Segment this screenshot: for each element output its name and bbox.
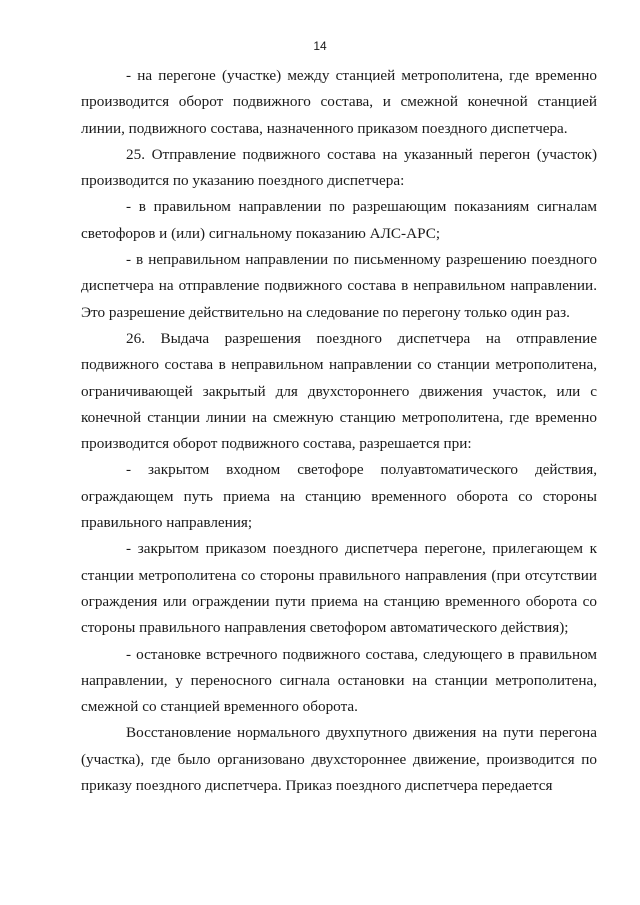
page-number: 14 <box>313 39 327 53</box>
paragraph: - в неправильном направлении по письменному разрешению поездного диспетчера на отправление подвижного состава в неправильном направлении. Это разрешение действительно на следование по перегону только один раз. <box>81 251 597 321</box>
paragraph: - закрытом приказом поездного диспетчера перегоне, прилегающем к станции метрополитена со стороны правильного направления (при отсутствии ограждения или ограждении пути приема на станцию временного оборота со стороны правильного направления светофором автоматического действия); <box>81 540 597 637</box>
paragraph: - закрытом входном светофоре полуавтоматического действия, ограждающем путь приема на станцию временного оборота со стороны правильного направления; <box>81 461 597 532</box>
paragraph: - на перегоне (участке) между станцией метрополитена, где временно производится оборот подвижного состава, и смежной конечной станцией линии, подвижного состава, назначенного приказом поездного диспетчера. <box>81 67 597 137</box>
paragraph: - остановке встречного подвижного состава, следующего в правильном направлении, у переносного сигнала остановки на станции метрополитена, смежной со станцией временного оборота. <box>81 645 597 716</box>
paragraph: 26. Выдача разрешения поездного диспетчера на отправление подвижного состава в неправильном направлении со станции метрополитена, ограничивающей закрытый для двухстороннего движения участок, или с конечной станции линии на смежную станцию метрополитена, где временно производится оборот подвижного состава, разрешается при: <box>81 329 597 453</box>
paragraph: 25. Отправление подвижного состава на указанный перегон (участок) производится по указанию поездного диспетчера: <box>81 145 597 190</box>
document-body <box>81 63 597 799</box>
paragraph: Восстановление нормального двухпутного движения на пути перегона (участка), где было организовано двухстороннее движение, производится по приказу поездного диспетчера. Приказ поездного диспетчера передается <box>81 724 597 795</box>
paragraph: - в правильном направлении по разрешающим показаниям сигналам светофоров и (или) сигнальному показанию АЛС-АРС; <box>81 198 597 242</box>
